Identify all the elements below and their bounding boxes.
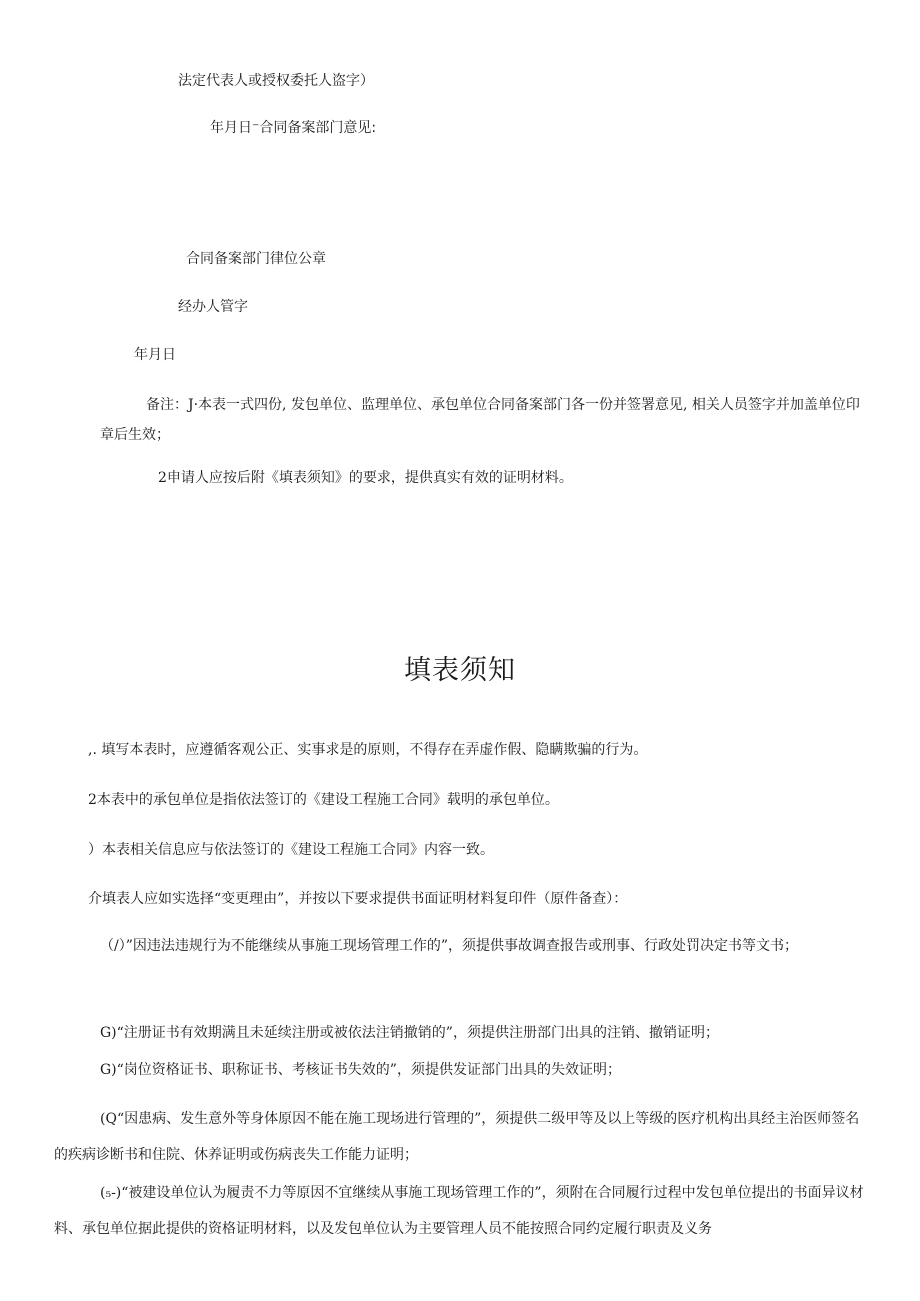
remark-note-1: 备注：J·本表一式四份, 发包单位、监理单位、承包单位合同备案部门各一份并签署意见, 相关人员签字并加盖单位印章后生效； bbox=[100, 397, 860, 443]
date-and-dept-opinion-line: 年月日⁻合同备案部门意见: bbox=[210, 120, 377, 136]
instruction-sub-4: (Q“因患病、发生意外等身体原因不能在施工现场进行管理的”，须提供二级甲等及以上等级的医疗机构出具经主治医师签名的疾病诊断书和住院、休养证明或伤病丧失工作能力证明； bbox=[54, 1111, 860, 1163]
legal-rep-signature-line: 法定代表人或授权委托人盗字） bbox=[178, 73, 374, 89]
instructions-title: 填表须知 bbox=[404, 655, 516, 686]
instruction-item-1: ,. 填写本表时，应遵循客观公正、实事求是的原则，不得存在弄虚作假、隐瞒欺骗的行为。 bbox=[88, 742, 648, 758]
remark-note-2: 2申请人应按后附《填表须知》的要求，提供真实有效的证明材料。 bbox=[158, 470, 573, 486]
instruction-sub-5: (₅-)“被建设单位认为履责不力等原因不宜继续从事施工现场管理工作的”，须附在合同履行过程中发包单位提出的书面异议材料、承包单位据此提供的资格证明材料，以及发包单位认为主要管理人员不能按照合同约定履行职责及义务 bbox=[54, 1185, 864, 1237]
instruction-sub-3: G)“岗位资格证书、职称证书、考核证书失效的”，须提供发证部门出具的失效证明； bbox=[100, 1062, 621, 1078]
dept-seal-line: 合同备案部门律位公章 bbox=[186, 251, 326, 267]
instruction-sub-2: G)“注册证书有效期满且未延续注册或被依法注销撤销的”，须提供注册部门出具的注销、撤销证明； bbox=[100, 1025, 719, 1041]
instruction-item-3: ）本表相关信息应与依法签订的《建设工程施工合同》内容一致。 bbox=[88, 842, 494, 858]
date-line: 年月日 bbox=[134, 347, 176, 363]
instruction-item-2: 2本表中的承包单位是指依法签订的《建设工程施工合同》载明的承包单位。 bbox=[88, 792, 559, 808]
instruction-item-4: 介填表人应如实选择“变更理由”，并按以下要求提供书面证明材料复印件（原件备查）： bbox=[88, 891, 628, 907]
handler-signature-line: 经办人管字 bbox=[178, 299, 248, 315]
instruction-sub-1: （/）”因违法违规行为不能继续从事施工现场管理工作的”，须提供事故调查报告或刑事、行政处罚决定书等文书； bbox=[100, 938, 799, 954]
